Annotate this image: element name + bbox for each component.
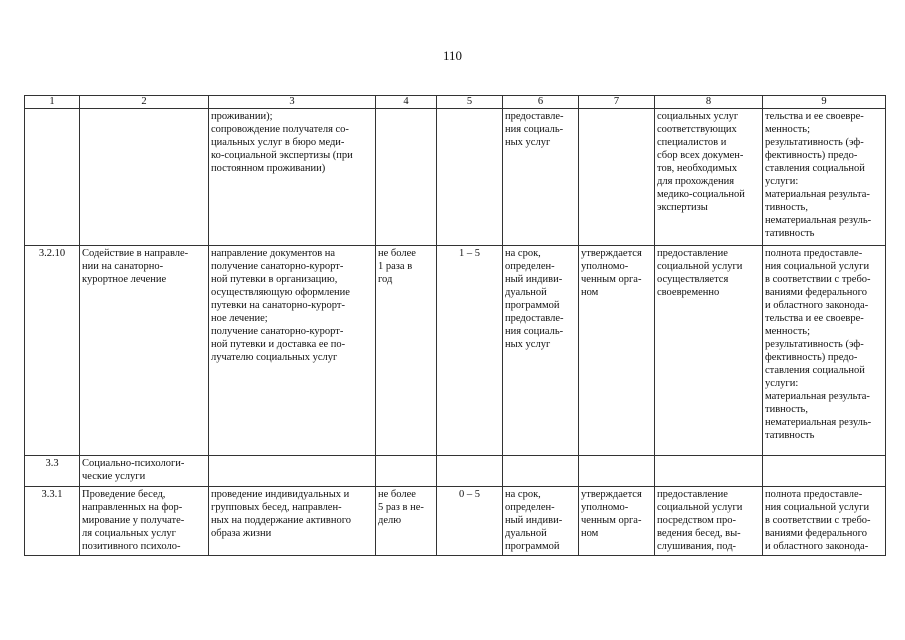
cell-rate: 1 – 5 — [437, 246, 503, 456]
header-col-3: 3 — [209, 96, 376, 109]
table-row — [25, 109, 886, 246]
cell-tariff — [579, 456, 655, 487]
cell-term: на срок, определен- ный индиви- дуальной программой предоставле- ния социаль- ных услуг — [503, 246, 579, 456]
cell-number: 3.3.1 — [25, 487, 80, 556]
cell-rate — [437, 109, 503, 246]
cell-tariff: утверждается уполномо- ченным орга- ном — [579, 246, 655, 456]
cell-quality-indicators — [655, 456, 763, 487]
table-row — [25, 456, 886, 487]
cell-term: на срок, определен- ный индиви- дуальной программой — [503, 487, 579, 556]
table-row — [25, 487, 886, 556]
cell-quality-indicators: социальных услуг соответствующих специалистов и сбор всех докумен- тов, необходимых для прохождения медико-социальной экспертизы — [655, 109, 763, 246]
cell-service-description: проведение индивидуальных и групповых бесед, направлен- ных на поддержание активного образа жизни — [209, 487, 376, 556]
header-col-8: 8 — [655, 96, 763, 109]
cell-evaluation-conditions — [763, 456, 886, 487]
cell-number: 3.3 — [25, 456, 80, 487]
cell-rate: 0 – 5 — [437, 487, 503, 556]
cell-service-name: Содействие в направле- нии на санаторно- курортное лечение — [80, 246, 209, 456]
header-col-5: 5 — [437, 96, 503, 109]
cell-frequency: не более 5 раз в не- делю — [376, 487, 437, 556]
cell-evaluation-conditions: тельства и ее своевре- менность; результативность (эф- фективность) предо- ставления социальной услуги: материальная результа- тивность, нематериальная резуль- тативность — [763, 109, 886, 246]
header-col-2: 2 — [80, 96, 209, 109]
cell-tariff: утверждается уполномо- ченным орга- ном — [579, 487, 655, 556]
cell-service-name: Социально-психологи- ческие услуги — [80, 456, 209, 487]
cell-rate — [437, 456, 503, 487]
cell-evaluation-conditions: полнота предоставле- ния социальной услуги в соответствии с требо- ваниями федерального и областного законода- — [763, 487, 886, 556]
cell-tariff — [579, 109, 655, 246]
table-row — [25, 246, 886, 456]
cell-number — [25, 109, 80, 246]
services-table — [24, 95, 886, 556]
cell-service-description: проживании); сопровождение получателя со- циальных услуг в бюро меди- ко-социальной экспертизы (при постоянном проживании) — [209, 109, 376, 246]
header-col-9: 9 — [763, 96, 886, 109]
cell-evaluation-conditions: полнота предоставле- ния социальной услуги в соответствии с требо- ваниями федерального и областного законода- тельства и ее своевре- менность; результативность (эф- фективность) предо- ставления социальной услуги: материальная результа- тивность, нематериальная резуль- тативность — [763, 246, 886, 456]
cell-frequency — [376, 456, 437, 487]
cell-service-description: направление документов на получение санаторно-курорт- ной путевки в организацию, осуществляющую оформление путевки на санаторно-курорт- ное лечение; получение санаторно-курорт- ной путевки и доставка ее по- лучателю социальных услуг — [209, 246, 376, 456]
cell-frequency: не более 1 раза в год — [376, 246, 437, 456]
cell-service-description — [209, 456, 376, 487]
header-col-1: 1 — [25, 96, 80, 109]
header-row — [25, 96, 886, 109]
cell-frequency — [376, 109, 437, 246]
page-number: 110 — [442, 48, 463, 63]
cell-quality-indicators: предоставление социальной услуги осуществляется своевременно — [655, 246, 763, 456]
cell-term — [503, 456, 579, 487]
header-col-6: 6 — [503, 96, 579, 109]
cell-quality-indicators: предоставление социальной услуги посредством про- ведения бесед, вы- слушивания, под- — [655, 487, 763, 556]
cell-term: предоставле- ния социаль- ных услуг — [503, 109, 579, 246]
cell-service-name: Проведение бесед, направленных на фор- мирование у получате- ля социальных услуг позитивного психоло- — [80, 487, 209, 556]
cell-service-name — [80, 109, 209, 246]
header-col-7: 7 — [579, 96, 655, 109]
cell-number: 3.2.10 — [25, 246, 80, 456]
header-col-4: 4 — [376, 96, 437, 109]
